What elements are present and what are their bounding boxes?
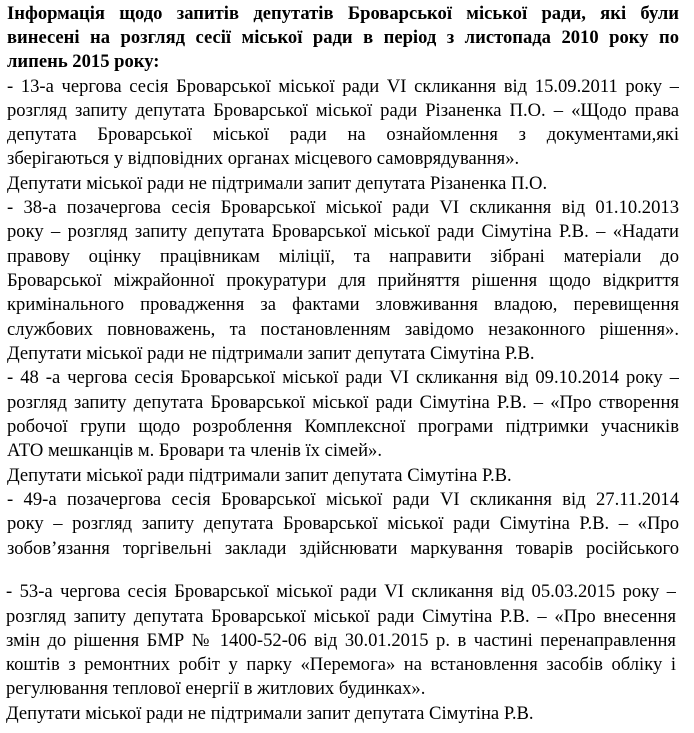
body-line: розгляд запиту депутата Броварської міської ради Сімутіна Р.В. – «Про створення	[7, 392, 679, 413]
body-line: Броварської міжрайонної прокуратури для прийняття рішення щодо відкриття	[7, 270, 679, 291]
body-line: змін до рішення БМР № 1400-52-06 від 30.01.2015 р. в частині перенаправлення	[6, 630, 676, 651]
body-line: правову оцінку працівникам міліції, та направити зібрані матеріали до	[7, 246, 679, 267]
body-line: Депутати міської ради не підтримали запит депутата Різаненка П.О.	[7, 173, 548, 194]
body-line: Депутати міської ради підтримали запит депутата Сімутіна Р.В.	[7, 465, 512, 486]
body-line: - 48 -а чергова сесія Броварської міської ради VI скликання від 09.10.2014 року –	[7, 367, 679, 388]
body-line: робочої групи щодо розроблення Комплексної програми підтримки учасників	[7, 416, 679, 437]
body-line: - 38-а позачергова сесія Броварської міської ради VI скликання від 01.10.2013	[7, 197, 679, 218]
body-line: року – розгляд запиту депутата Броварської міської ради Сімутіна Р.В. – «Надати	[7, 221, 679, 242]
body-line: зберігаються у відповідних органах місцевого самоврядування».	[7, 148, 520, 169]
title-line-3: липень 2015 року:	[7, 51, 160, 72]
body-line: - 49-а позачергова сесія Броварської міської ради VI скликання від 27.11.2014	[7, 489, 679, 510]
body-line: службових повноважень, та постановленням завідомо незаконного рішення».	[7, 319, 679, 340]
title-line-2: винесені на розгляд сесії міської ради в період з листопада 2010 року по	[7, 27, 679, 48]
body-line: - 13-а чергова сесія Броварської міської ради VI скликання від 15.09.2011 року –	[7, 76, 679, 97]
body-line: коштів з ремонтних робіт у парку «Перемога» на встановлення засобів обліку і	[6, 654, 676, 675]
body-line: розгляд запиту депутата Броварської міської ради Різаненка П.О. – «Щодо права	[7, 100, 679, 121]
body-line: депутата Броварської міської ради на ознайомлення з документами,які	[7, 124, 679, 145]
body-line: кримінального провадження за фактами зловживання владою, перевищення	[7, 294, 679, 315]
title-line-1: Інформація щодо запитів депутатів Броварської міської ради, які були	[7, 3, 679, 24]
body-line: року – розгляд запиту депутата Броварської міської ради Сімутіна Р.В. – «Про	[7, 513, 679, 534]
body-line: Депутати міської ради не підтримали запит депутата Сімутіна Р.В.	[7, 343, 535, 364]
body-line: розгляд запиту депутата Броварської міської ради Сімутіна Р.В. – «Про внесення	[6, 606, 676, 627]
body-line: Депутати міської ради не підтримали запит депутата Сімутіна Р.В.	[6, 703, 534, 724]
body-line: зобов’язання торгівельні заклади здійснювати маркування товарів російського	[7, 538, 679, 559]
body-line: - 53-а чергова сесія Броварської міської ради VI скликання від 05.03.2015 року –	[6, 581, 676, 602]
body-line: АТО мешканців м. Бровари та членів їх сімей».	[7, 440, 382, 461]
body-line: регулювання теплової енергії в житлових будинках».	[6, 678, 426, 699]
